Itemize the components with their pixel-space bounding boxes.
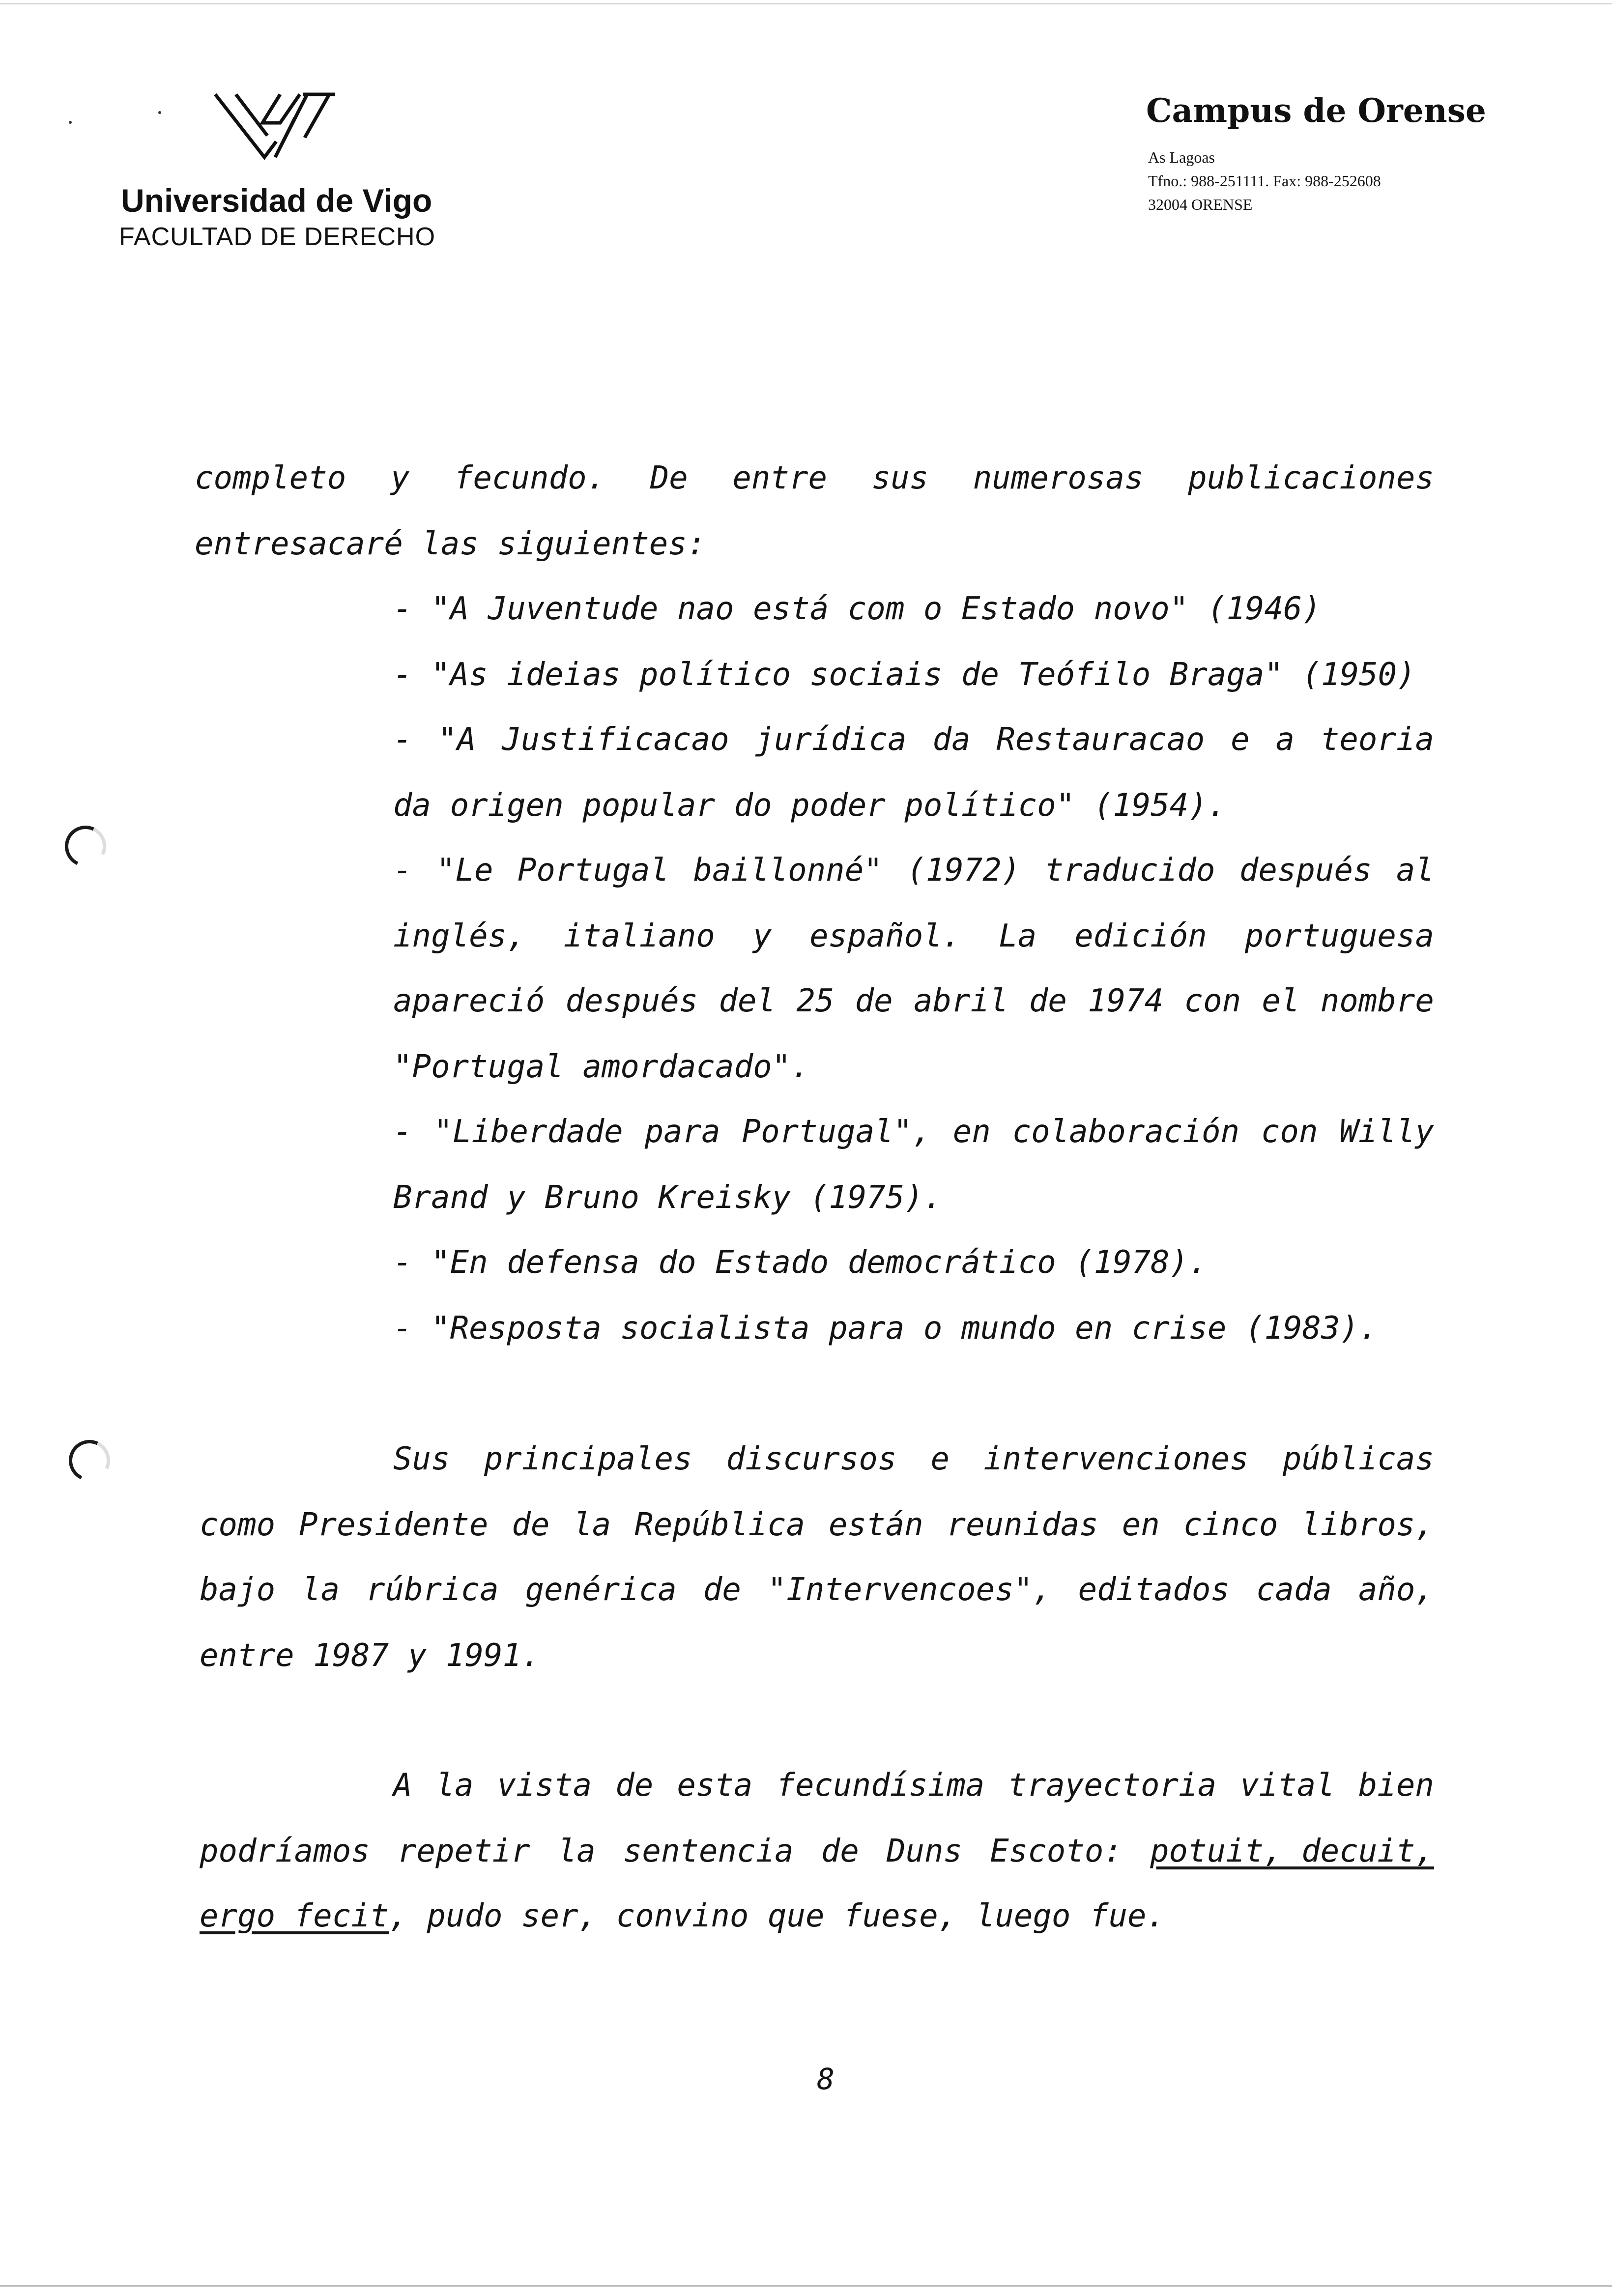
scan-edge-bottom <box>0 2285 1612 2287</box>
word: discursos <box>726 1441 897 1477</box>
paragraph-2-line-3 <box>200 1572 1434 1608</box>
word: con <box>1261 1114 1318 1150</box>
publication-2: - "As ideias político sociais de Teófilo Braga" (1950) <box>393 657 1416 693</box>
faculty-name: FACULTAD DE DERECHO <box>119 223 436 251</box>
word: podríamos <box>200 1833 370 1869</box>
word: traducido <box>1044 852 1215 889</box>
word: rúbrica <box>366 1572 499 1608</box>
word: completo <box>195 460 346 496</box>
word: la <box>435 1767 474 1804</box>
publication-3-line-1 <box>393 721 1434 758</box>
address-line: As Lagoas <box>1148 148 1215 166</box>
word: y <box>390 460 410 496</box>
publication-3-line-2: da origen popular do poder político" (1954). <box>393 787 1227 824</box>
publication-5-line-2: Brand y Bruno Kreisky (1975). <box>393 1179 943 1216</box>
word: públicas <box>1282 1441 1434 1477</box>
word: sentencia <box>623 1833 794 1869</box>
word: bajo <box>200 1572 276 1608</box>
word: al <box>1396 852 1434 889</box>
publication-5-line-1 <box>393 1114 1434 1150</box>
word: portuguesa <box>1244 918 1434 954</box>
campus-title: Campus de Orense <box>1146 91 1486 130</box>
publication-4-line-1 <box>393 852 1434 889</box>
paragraph-2-line-4: entre 1987 y 1991. <box>200 1637 541 1674</box>
word: fecundísima <box>776 1767 985 1804</box>
word: Duns <box>886 1833 963 1869</box>
punch-hole-mark <box>63 1434 116 1487</box>
word: da <box>932 721 971 758</box>
word: de <box>703 1572 741 1608</box>
word: español. <box>809 918 961 954</box>
word: edición <box>1074 918 1207 954</box>
word: baillonné" <box>693 852 883 889</box>
word: Presidente <box>299 1507 489 1543</box>
publication-4-line-2 <box>393 918 1434 954</box>
word: Justificacao <box>502 721 729 758</box>
word: bien <box>1358 1767 1434 1804</box>
word: en <box>952 1114 991 1150</box>
word: de <box>855 983 893 1019</box>
word: Restauracao <box>996 721 1205 758</box>
word: cada <box>1256 1572 1332 1608</box>
word: Willy <box>1339 1114 1434 1150</box>
word: - <box>393 721 412 758</box>
translation-text: , pudo ser, convino que fuese, luego fue. <box>389 1898 1166 1934</box>
word: e <box>1231 721 1250 758</box>
word: de <box>615 1767 654 1804</box>
paragraph-3-line-3 <box>200 1898 1165 1934</box>
word: nombre <box>1320 983 1434 1019</box>
word: De <box>650 460 688 496</box>
word: apareció <box>393 983 545 1019</box>
word: "Le <box>436 852 493 889</box>
word: inglés, <box>393 918 526 954</box>
word: después <box>565 983 698 1019</box>
word: principales <box>484 1441 692 1477</box>
publication-4-line-4: "Portugal amordacado". <box>393 1049 810 1085</box>
word: colaboración <box>1012 1114 1240 1150</box>
word: después <box>1239 852 1372 889</box>
publication-1: - "A Juventude nao está com o Estado novo" (1946) <box>393 591 1322 627</box>
word: publicaciones <box>1188 460 1434 496</box>
phone-fax-line: Tfno.: 988-251111. Fax: 988-252608 <box>1148 172 1381 190</box>
word: intervenciones <box>983 1441 1249 1477</box>
scan-speck <box>69 121 72 124</box>
university-name: Universidad de Vigo <box>121 182 432 219</box>
publication-7: - "Resposta socialista para o mundo en crise (1983). <box>393 1310 1378 1347</box>
word: jurídica <box>755 721 907 758</box>
intro-line-1 <box>195 460 1434 496</box>
paragraph-2-line-1 <box>393 1441 1434 1477</box>
word: a <box>1275 721 1295 758</box>
latin-phrase-end: ergo fecit <box>200 1898 389 1934</box>
word: y <box>752 918 772 954</box>
word: esta <box>677 1767 753 1804</box>
word: entre <box>732 460 827 496</box>
word: teoria <box>1320 721 1434 758</box>
word: 25 <box>796 983 835 1019</box>
word: e <box>930 1441 950 1477</box>
word: de <box>1029 983 1067 1019</box>
word: libros, <box>1301 1507 1434 1543</box>
word: A <box>393 1767 412 1804</box>
word: de <box>821 1833 859 1869</box>
word: 1974 <box>1088 983 1164 1019</box>
word: con <box>1184 983 1241 1019</box>
word: para <box>644 1114 720 1150</box>
word: año, <box>1358 1572 1434 1608</box>
word: de <box>512 1507 550 1543</box>
intro-line-2: entresacaré las siguientes: <box>195 526 706 562</box>
word: la <box>573 1507 611 1543</box>
word: numerosas <box>973 460 1144 496</box>
paragraph-2-line-2 <box>200 1507 1434 1543</box>
word: Sus <box>393 1441 450 1477</box>
postal-line: 32004 ORENSE <box>1148 196 1253 213</box>
word: trayectoria <box>1008 1767 1217 1804</box>
paragraph-3-line-1 <box>393 1767 1434 1804</box>
word: Portugal", <box>742 1114 931 1150</box>
word: en <box>1122 1507 1160 1543</box>
word: están <box>828 1507 923 1543</box>
word: vital <box>1240 1767 1335 1804</box>
word: el <box>1262 983 1300 1019</box>
word: reunidas <box>947 1507 1098 1543</box>
word: "Intervencoes", <box>767 1572 1052 1608</box>
scan-edge-top <box>0 3 1612 4</box>
word: abril <box>913 983 1008 1019</box>
word: Escoto: <box>990 1833 1123 1869</box>
university-logo <box>206 88 344 162</box>
word: - <box>393 852 412 889</box>
scan-speck <box>158 111 161 114</box>
word: vista <box>497 1767 592 1804</box>
word: editados <box>1078 1572 1230 1608</box>
word: del <box>719 983 776 1019</box>
word: cinco <box>1183 1507 1278 1543</box>
word: la <box>557 1833 596 1869</box>
word: como <box>200 1507 276 1543</box>
word: la <box>302 1572 340 1608</box>
word: Portugal <box>517 852 669 889</box>
paragraph-3-line-2 <box>200 1833 1434 1869</box>
publication-6: - "En defensa do Estado democrático (1978). <box>393 1244 1208 1281</box>
word: fecundo. <box>454 460 606 496</box>
page-number: 8 <box>817 2062 835 2096</box>
word: "Liberdade <box>433 1114 623 1150</box>
latin-phrase-start: potuit, decuit, <box>1150 1833 1434 1869</box>
word: - <box>393 1114 412 1150</box>
word: (1972) <box>907 852 1021 889</box>
word: República <box>634 1507 806 1543</box>
word: La <box>999 918 1037 954</box>
word: genérica <box>525 1572 677 1608</box>
word: "A <box>438 721 476 758</box>
punch-hole-mark <box>59 820 112 873</box>
word: repetir <box>397 1833 530 1869</box>
word: sus <box>871 460 929 496</box>
word: italiano <box>563 918 715 954</box>
publication-4-line-3 <box>393 983 1434 1019</box>
